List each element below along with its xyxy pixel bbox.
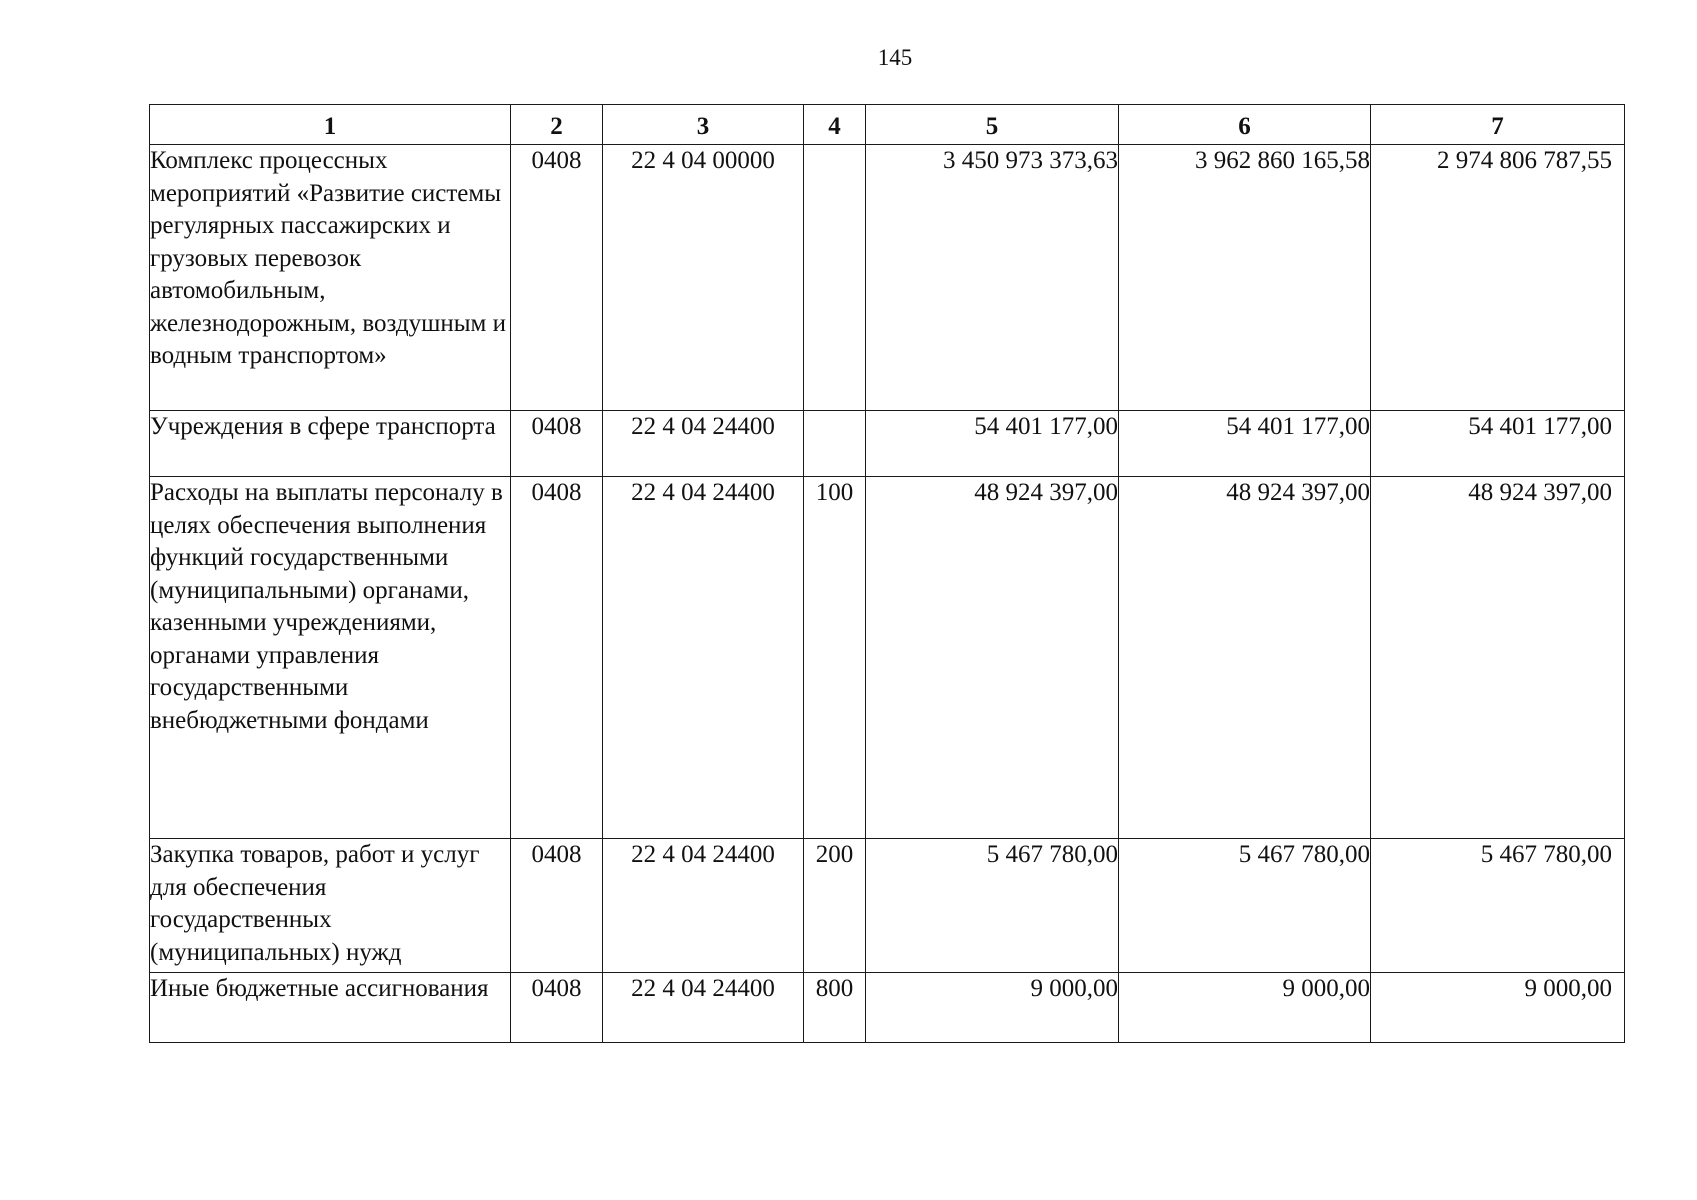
section-cell: 0408: [511, 411, 603, 477]
page-number: 145: [877, 45, 913, 70]
amount-6-cell: 9 000,00: [1119, 973, 1371, 1043]
target-code-cell: 22 4 04 24400: [603, 839, 804, 973]
column-header-3: 3: [603, 105, 804, 145]
table-row: [150, 477, 1625, 839]
amount-6-cell: 5 467 780,00: [1119, 839, 1371, 973]
amount-7-cell: 5 467 780,00: [1371, 839, 1625, 973]
expense-type-cell: 200: [804, 839, 866, 973]
section-cell: 0408: [511, 477, 603, 839]
section-cell: 0408: [511, 973, 603, 1043]
row-name-cell: Закупка товаров, работ и услуг для обеспечения государственных (муниципальных) нужд: [150, 839, 511, 973]
table-row: [150, 411, 1625, 477]
expense-type-cell: [804, 145, 866, 411]
amount-5-cell: 5 467 780,00: [866, 839, 1119, 973]
amount-7-cell: 9 000,00: [1371, 973, 1625, 1043]
column-header-4: 4: [804, 105, 866, 145]
amount-5-cell: 48 924 397,00: [866, 477, 1119, 839]
amount-6-cell: 48 924 397,00: [1119, 477, 1371, 839]
amount-6-cell: 3 962 860 165,58: [1119, 145, 1371, 411]
amount-5-cell: 54 401 177,00: [866, 411, 1119, 477]
amount-5-cell: 9 000,00: [866, 973, 1119, 1043]
table-row: [150, 145, 1625, 411]
amount-5-cell: 3 450 973 373,63: [866, 145, 1119, 411]
table-row: [150, 839, 1625, 973]
target-code-cell: 22 4 04 24400: [603, 477, 804, 839]
budget-table: [149, 104, 1625, 1043]
table-row: [150, 973, 1625, 1043]
column-header-2: 2: [511, 105, 603, 145]
row-name-cell: Расходы на выплаты персоналу в целях обеспечения выполнения функций государственными (муниципальными) органами, казенными учреждениями, органами управления государственными внебюджетными фондами: [150, 477, 511, 839]
expense-type-cell: 800: [804, 973, 866, 1043]
column-header-6: 6: [1119, 105, 1371, 145]
column-header-1: 1: [150, 105, 511, 145]
expense-type-cell: 100: [804, 477, 866, 839]
amount-7-cell: 54 401 177,00: [1371, 411, 1625, 477]
section-cell: 0408: [511, 839, 603, 973]
column-header-7: 7: [1371, 105, 1625, 145]
target-code-cell: 22 4 04 24400: [603, 411, 804, 477]
target-code-cell: 22 4 04 24400: [603, 973, 804, 1043]
expense-type-cell: [804, 411, 866, 477]
row-name-cell: Комплекс процессных мероприятий «Развитие системы регулярных пассажирских и грузовых перевозок автомобильным, железнодорожным, воздушным и водным транспортом»: [150, 145, 511, 411]
row-name-cell: Иные бюджетные ассигнования: [150, 973, 511, 1043]
row-name-cell: Учреждения в сфере транспорта: [150, 411, 511, 477]
amount-7-cell: 48 924 397,00: [1371, 477, 1625, 839]
table-header-row: [150, 105, 1625, 145]
amount-6-cell: 54 401 177,00: [1119, 411, 1371, 477]
column-header-5: 5: [866, 105, 1119, 145]
amount-7-cell: 2 974 806 787,55: [1371, 145, 1625, 411]
section-cell: 0408: [511, 145, 603, 411]
target-code-cell: 22 4 04 00000: [603, 145, 804, 411]
